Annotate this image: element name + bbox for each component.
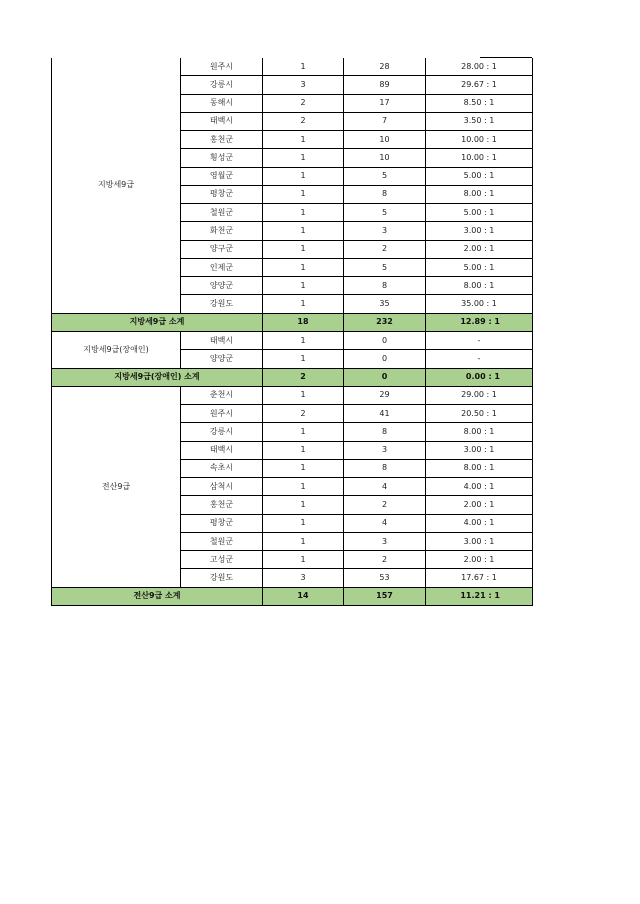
competition-ratio-cell: 8.00 : 1 <box>426 277 533 295</box>
competition-ratio-cell: 2.00 : 1 <box>426 240 533 258</box>
region-cell: 화천군 <box>181 222 263 240</box>
subtotal-recruit: 14 <box>263 587 344 605</box>
recruit-count-cell: 1 <box>263 514 344 532</box>
recruit-count-cell: 1 <box>263 459 344 477</box>
applicant-count-cell: 7 <box>344 112 426 130</box>
subtotal-ratio: 11.21 : 1 <box>426 587 533 605</box>
region-cell: 평창군 <box>181 514 263 532</box>
region-cell: 양구군 <box>181 240 263 258</box>
competition-ratio-table <box>51 58 533 606</box>
region-cell: 태백시 <box>181 331 263 349</box>
competition-ratio-cell: 28.00 : 1 <box>426 58 533 76</box>
applicant-count-cell: 89 <box>344 76 426 94</box>
competition-ratio-cell: 29.00 : 1 <box>426 386 533 404</box>
recruit-count-cell: 1 <box>263 258 344 276</box>
region-cell: 춘천시 <box>181 386 263 404</box>
competition-ratio-cell: 10.00 : 1 <box>426 149 533 167</box>
competition-ratio-cell: 2.00 : 1 <box>426 551 533 569</box>
applicant-count-cell: 10 <box>344 149 426 167</box>
recruit-count-cell: 1 <box>263 277 344 295</box>
competition-ratio-cell: 4.00 : 1 <box>426 514 533 532</box>
region-cell: 강원도 <box>181 295 263 313</box>
applicant-count-cell: 28 <box>344 58 426 76</box>
region-cell: 양양군 <box>181 277 263 295</box>
region-cell: 태백시 <box>181 112 263 130</box>
subtotal-row <box>52 313 533 331</box>
applicant-count-cell: 53 <box>344 569 426 587</box>
competition-ratio-cell: 8.00 : 1 <box>426 423 533 441</box>
recruit-count-cell: 1 <box>263 386 344 404</box>
region-cell: 속초시 <box>181 459 263 477</box>
applicant-count-cell: 4 <box>344 478 426 496</box>
region-cell: 홍천군 <box>181 496 263 514</box>
applicant-count-cell: 5 <box>344 204 426 222</box>
region-cell: 태백시 <box>181 441 263 459</box>
competition-ratio-cell: 8.00 : 1 <box>426 459 533 477</box>
subtotal-applicants: 157 <box>344 587 426 605</box>
competition-ratio-cell: 8.50 : 1 <box>426 94 533 112</box>
region-cell: 철원군 <box>181 532 263 550</box>
recruit-count-cell: 1 <box>263 350 344 368</box>
competition-ratio-cell: 5.00 : 1 <box>426 258 533 276</box>
region-cell: 양양군 <box>181 350 263 368</box>
competition-ratio-cell: 2.00 : 1 <box>426 496 533 514</box>
recruit-count-cell: 1 <box>263 423 344 441</box>
applicant-count-cell: 8 <box>344 459 426 477</box>
recruit-count-cell: 1 <box>263 331 344 349</box>
region-cell: 원주시 <box>181 58 263 76</box>
competition-ratio-cell: 17.67 : 1 <box>426 569 533 587</box>
recruit-count-cell: 1 <box>263 441 344 459</box>
applicant-count-cell: 2 <box>344 496 426 514</box>
applicant-count-cell: 35 <box>344 295 426 313</box>
recruit-count-cell: 2 <box>263 94 344 112</box>
recruit-count-cell: 1 <box>263 131 344 149</box>
competition-ratio-cell: 3.50 : 1 <box>426 112 533 130</box>
applicant-count-cell: 41 <box>344 405 426 423</box>
recruit-count-cell: 2 <box>263 112 344 130</box>
subtotal-ratio: 12.89 : 1 <box>426 313 533 331</box>
region-cell: 평창군 <box>181 185 263 203</box>
recruit-count-cell: 1 <box>263 167 344 185</box>
competition-ratio-cell: 10.00 : 1 <box>426 131 533 149</box>
region-cell: 인제군 <box>181 258 263 276</box>
recruit-count-cell: 1 <box>263 295 344 313</box>
subtotal-applicants: 232 <box>344 313 426 331</box>
applicant-count-cell: 2 <box>344 551 426 569</box>
competition-ratio-cell: 8.00 : 1 <box>426 185 533 203</box>
applicant-count-cell: 10 <box>344 131 426 149</box>
recruit-count-cell: 3 <box>263 76 344 94</box>
category-cell: 지방세9급(장애인) <box>52 331 181 368</box>
competition-ratio-cell: 20.50 : 1 <box>426 405 533 423</box>
recruit-count-cell: 1 <box>263 185 344 203</box>
recruit-count-cell: 1 <box>263 551 344 569</box>
competition-ratio-cell: 35.00 : 1 <box>426 295 533 313</box>
applicant-count-cell: 0 <box>344 331 426 349</box>
recruit-count-cell: 1 <box>263 532 344 550</box>
subtotal-applicants: 0 <box>344 368 426 386</box>
applicant-count-cell: 5 <box>344 258 426 276</box>
competition-ratio-cell: 4.00 : 1 <box>426 478 533 496</box>
table-body <box>52 58 533 605</box>
subtotal-row <box>52 587 533 605</box>
applicant-count-cell: 17 <box>344 94 426 112</box>
recruit-count-cell: 1 <box>263 58 344 76</box>
region-cell: 횡성군 <box>181 149 263 167</box>
region-cell: 원주시 <box>181 405 263 423</box>
table-row <box>52 386 533 404</box>
competition-ratio-cell: 5.00 : 1 <box>426 167 533 185</box>
region-cell: 강릉시 <box>181 76 263 94</box>
applicant-count-cell: 8 <box>344 185 426 203</box>
competition-ratio-cell: - <box>426 331 533 349</box>
competition-ratio-cell: 3.00 : 1 <box>426 222 533 240</box>
applicant-count-cell: 3 <box>344 222 426 240</box>
subtotal-label: 지방세9급(장애인) 소계 <box>52 368 263 386</box>
recruit-count-cell: 1 <box>263 222 344 240</box>
competition-ratio-cell: 5.00 : 1 <box>426 204 533 222</box>
region-cell: 홍천군 <box>181 131 263 149</box>
competition-ratio-cell: 3.00 : 1 <box>426 441 533 459</box>
recruit-count-cell: 2 <box>263 405 344 423</box>
region-cell: 강원도 <box>181 569 263 587</box>
competition-ratio-cell: 3.00 : 1 <box>426 532 533 550</box>
competition-ratio-cell: 29.67 : 1 <box>426 76 533 94</box>
subtotal-label: 지방세9급 소계 <box>52 313 263 331</box>
table-row <box>52 58 533 76</box>
applicant-count-cell: 8 <box>344 423 426 441</box>
recruit-count-cell: 3 <box>263 569 344 587</box>
region-cell: 삼척시 <box>181 478 263 496</box>
table-row <box>52 331 533 349</box>
applicant-count-cell: 29 <box>344 386 426 404</box>
region-cell: 철원군 <box>181 204 263 222</box>
category-cell: 전산9급 <box>52 386 181 587</box>
competition-ratio-cell: - <box>426 350 533 368</box>
applicant-count-cell: 5 <box>344 167 426 185</box>
region-cell: 고성군 <box>181 551 263 569</box>
region-cell: 강릉시 <box>181 423 263 441</box>
recruit-count-cell: 1 <box>263 149 344 167</box>
recruit-count-cell: 1 <box>263 496 344 514</box>
recruit-count-cell: 1 <box>263 478 344 496</box>
applicant-count-cell: 8 <box>344 277 426 295</box>
category-cell: 지방세9급 <box>52 58 181 313</box>
region-cell: 동해시 <box>181 94 263 112</box>
recruit-count-cell: 1 <box>263 204 344 222</box>
subtotal-ratio: 0.00 : 1 <box>426 368 533 386</box>
applicant-count-cell: 0 <box>344 350 426 368</box>
applicant-count-cell: 4 <box>344 514 426 532</box>
region-cell: 영월군 <box>181 167 263 185</box>
recruit-count-cell: 1 <box>263 240 344 258</box>
applicant-count-cell: 3 <box>344 532 426 550</box>
applicant-count-cell: 2 <box>344 240 426 258</box>
subtotal-label: 전산9급 소계 <box>52 587 263 605</box>
applicant-count-cell: 3 <box>344 441 426 459</box>
subtotal-row <box>52 368 533 386</box>
subtotal-recruit: 18 <box>263 313 344 331</box>
subtotal-recruit: 2 <box>263 368 344 386</box>
